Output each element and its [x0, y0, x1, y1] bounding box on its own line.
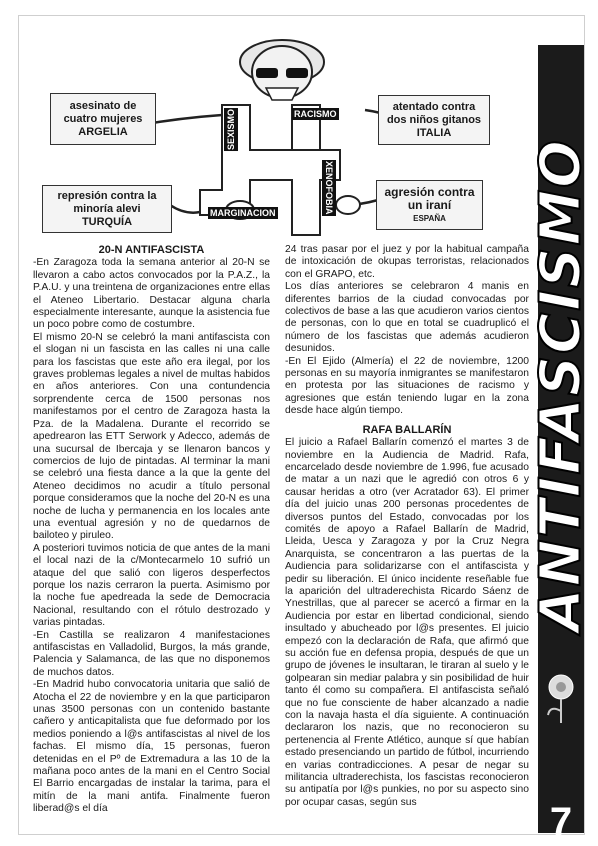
box-turkey	[42, 185, 172, 233]
side-strip	[528, 45, 594, 844]
heading-20n: 20-N ANTIFASCISTA	[98, 244, 205, 256]
box-italy	[378, 95, 490, 145]
box-spain	[376, 180, 483, 230]
box-italy-line2: dos niños gitanos	[386, 113, 482, 126]
left-paragraph: -En Zaragoza toda la semana anterior al 20-N se llevaron a cabo actos convocados por la P.A.Z., la P.A.U. y una treintena de organizaciones entre ellas el Ateneo Libertario. Destacar alguna charla especialmente interesante, aunque la asistencia fue un poco pobre como de costumbre.	[33, 257, 270, 331]
box-spain-line1: agresión contra	[384, 184, 475, 199]
box-spain-country: ESPAÑA	[413, 213, 446, 223]
box-algeria	[50, 93, 156, 145]
left-paragraph: A posteriori tuvimos noticia de que antes de la mani el local nazi de la c/Montecarmelo 10 sufrió un ataque del que salió con ligeros desperfectos porque los nazis cerraron la puerta. Asimismo por la noche fue apedreada la sede de Democracia Nacional, resultando con el rótulo destrozado y varias pintadas.	[33, 542, 270, 629]
box-algeria-country: ARGELIA	[78, 125, 128, 138]
box-turkey-line2: minoría alevi	[73, 202, 141, 215]
right-column	[285, 244, 529, 809]
box-turkey-line1: represión contra la	[57, 189, 157, 202]
box-spain-line2: un iraní	[407, 197, 452, 212]
side-title: ANTIFASCISMO	[528, 138, 594, 632]
left-paragraph: -En Madrid hubo convocatoria unitaria que salió de Atocha el 22 de noviembre y en la que participaron unas 3500 personas con un contenido bastante cañero y anticapitalista que fue deformado por los medios poniendo a l@s antifascistas al nivel de los fachas. El mismo día, 15 personas, fueron detenidas en el Pº de Extremadura a las 10 de la mañana poco antes de la mani en el Centro Social El Barrio encargadas de instalar la tarima, para el mitín de la mani antifa. Finalmente fueron liberad@s el día	[33, 679, 270, 815]
swastika-diagram	[0, 0, 598, 240]
left-paragraph: El mismo 20-N se celebró la mani antifascista con el slogan ni un fascista en las calles ni una calle para los fascistas que este año era ilegal, por los graves problemas legales a nivel de multas habidos en años anteriores. Con una contundencia sorprendente cerca de 1500 personas nos manifestamos por el centro de Zaragoza hasta la Pza. de la Madalena. Durante el recorrido se apedrearon las ETT Serwork y Adecco, además de una sucursal de Ibercaja y se llenaron bancos y comercios de lujo de pintadas. Al terminar la mani se celebró una fiesta dance a la que la gente del Ateneo decidimos no acudir a título personal porque consideramos que la noche del 20-N es una noche de lucha y permanencia en los locales ante una eventual agresión y no de quedarnos de bailoteo y piruleo.	[33, 331, 270, 542]
left-column	[33, 244, 270, 816]
left-paragraph: -En Castilla se realizaron 4 manifestaciones antifascistas en Valladolid, Burgos, la más grande, Palencia y Salamanca, de las que no disponemos de muchos datos.	[33, 629, 270, 678]
label-sexismo: SEXISMO	[226, 109, 236, 151]
right-paragraph: Los días anteriores se celebraron 4 manis en diferentes barrios de la ciudad convocadas por colectivos de base a las que acudieron varios cientos de personas, con lo que en total se cuadruplicó el número de los fascistas que además acudieron desunidos.	[285, 281, 529, 355]
label-xenofobia: XENOFOBIA	[324, 161, 334, 215]
box-italy-line1: atentado contra	[392, 100, 476, 113]
flower-illustration	[542, 665, 580, 725]
box-algeria-line2: cuatro mujeres	[63, 112, 143, 125]
label-racismo: RACISMO	[294, 109, 337, 119]
right-paragraph: -En El Ejido (Almería) el 22 de noviembre, 1200 personas en su mayoría inmigrantes se manifestaron en protesta por las situaciones de racismo y agresiones que están teniendo lugar en la zona desde hace algún tiempo.	[285, 355, 529, 417]
box-algeria-line1: asesinato de	[69, 99, 137, 112]
heading-rafa-ballarin: RAFA BALLARÍN	[362, 423, 452, 436]
box-italy-country: ITALIA	[416, 126, 452, 139]
box-turkey-country: TURQUÍA	[81, 215, 133, 228]
right-paragraph: 24 tras pasar por el juez y por la habitual campaña de intoxicación de okupas terroristas, relacionados con el GRAPO, etc.	[285, 244, 529, 280]
label-marginacion: MARGINACION	[210, 208, 276, 218]
right-paragraph: El juicio a Rafael Ballarín comenzó el martes 3 de noviembre en la Audiencia de Madrid. Rafa, encarcelado desde noviembre de 1.996, fue acusado de matar a un nazi que le agredió con otros 6 y causar heridas a otro (ver Acratador 63). El primer día del juicio unas 200 personas procedentes de diversos puntos del Estado, convocadas por los comités de apoyo a Rafael Ballarín de Madrid, Lleida, Uesca y Zaragoza y por la Cruz Negra Anarquista, se concentraron a las puertas de la Audiencia para solidarizarse con el antifascista y pedir su liberación. El único incidente reseñable fue la aparición del ultraderechista Ricardo Sáenz de Ynestrillas, que al parecer se acercó a firmar en la Audiencia por estar en libertad condicional, siendo insultado y abucheado por l@s presentes. El juicio empezó con la declaración de Rafa, que afirmó que su acción fue en defensa propia, después de que un grupo de jóvenes le insultaran, le tiraran al suelo y le golpearan sin mediar palabra y sin posibilidad de huir tanto él como su compañera. El antifascista señaló que no fue consciente de haber alcanzado a nadie con la navaja hasta el día siguiente. A continuación declararon los nazis, que no reconocieron su pertenencia al Frente Atlético, aunque sí que habían estado presenciando un partido de fútbol, incurriendo en varias contradicciones. A pesar de negar su militancia ultraderechista, los fascistas reconocieron su antipatía por l@s punkies, no por su aspecto sino por ocupar casas, según sus	[285, 437, 529, 808]
page-number: 7	[549, 800, 573, 844]
